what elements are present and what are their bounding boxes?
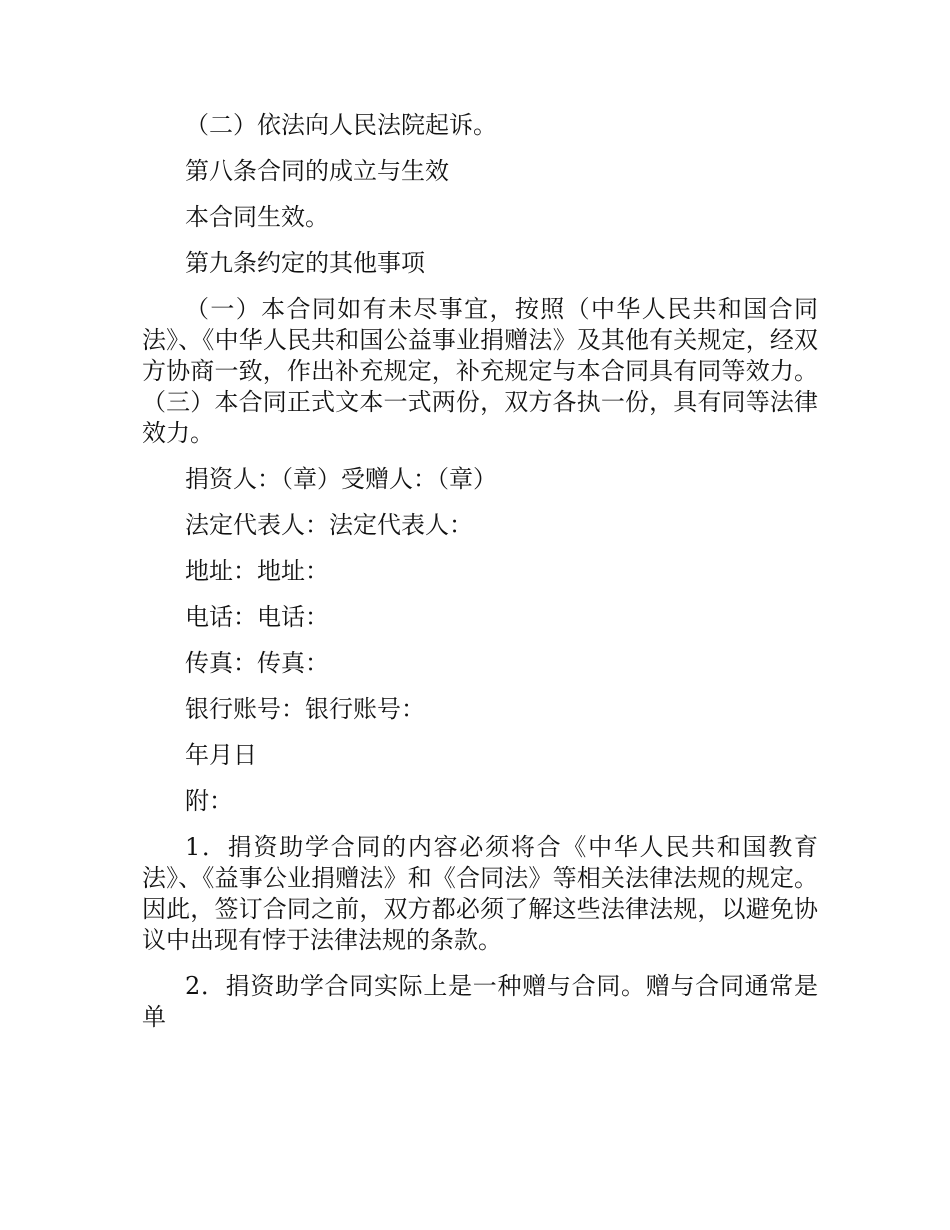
phone-line: 电话：电话：	[185, 603, 329, 631]
article-8-body: 本合同生效。	[185, 203, 329, 231]
appendix-heading: 附：	[185, 787, 233, 815]
date-line: 年月日	[185, 741, 257, 769]
fax-line: 传真：传真：	[185, 649, 329, 677]
article-8-heading: 第八条合同的成立与生效	[185, 157, 449, 185]
appendix-note-1: 1．捐资助学合同的内容必须将合《中华人民共和国教育法》、《益事公业捐赠法》和《合同法》等相关法律法规的规定。因此，签订合同之前，双方都必须了解这些法律法规，以避免协议中出现有悖于法律法规的条款。	[142, 833, 818, 954]
appendix-note-2: 2．捐资助学合同实际上是一种赠与合同。赠与合同通常是单	[142, 972, 818, 1031]
bank-account-line: 银行账号：银行账号：	[185, 695, 425, 723]
article-9-heading: 第九条约定的其他事项	[185, 249, 425, 277]
signature-seal-line: 捐资人：（章）受赠人：（章）	[185, 465, 497, 493]
article-9-body: （一）本合同如有未尽事宜，按照（中华人民共和国合同法》、《中华人民共和国公益事业捐赠法》及其他有关规定，经双方协商一致，作出补充规定，补充规定与本合同具有同等效力。（三）本合同正式文本一式两份，双方各执一份，具有同等法律效力。	[142, 295, 818, 447]
clause-2-lawsuit: （二）依法向人民法院起诉。	[185, 111, 497, 139]
document-page	[142, 110, 818, 1048]
address-line: 地址：地址：	[185, 557, 329, 585]
legal-representative-line: 法定代表人：法定代表人：	[185, 511, 473, 539]
